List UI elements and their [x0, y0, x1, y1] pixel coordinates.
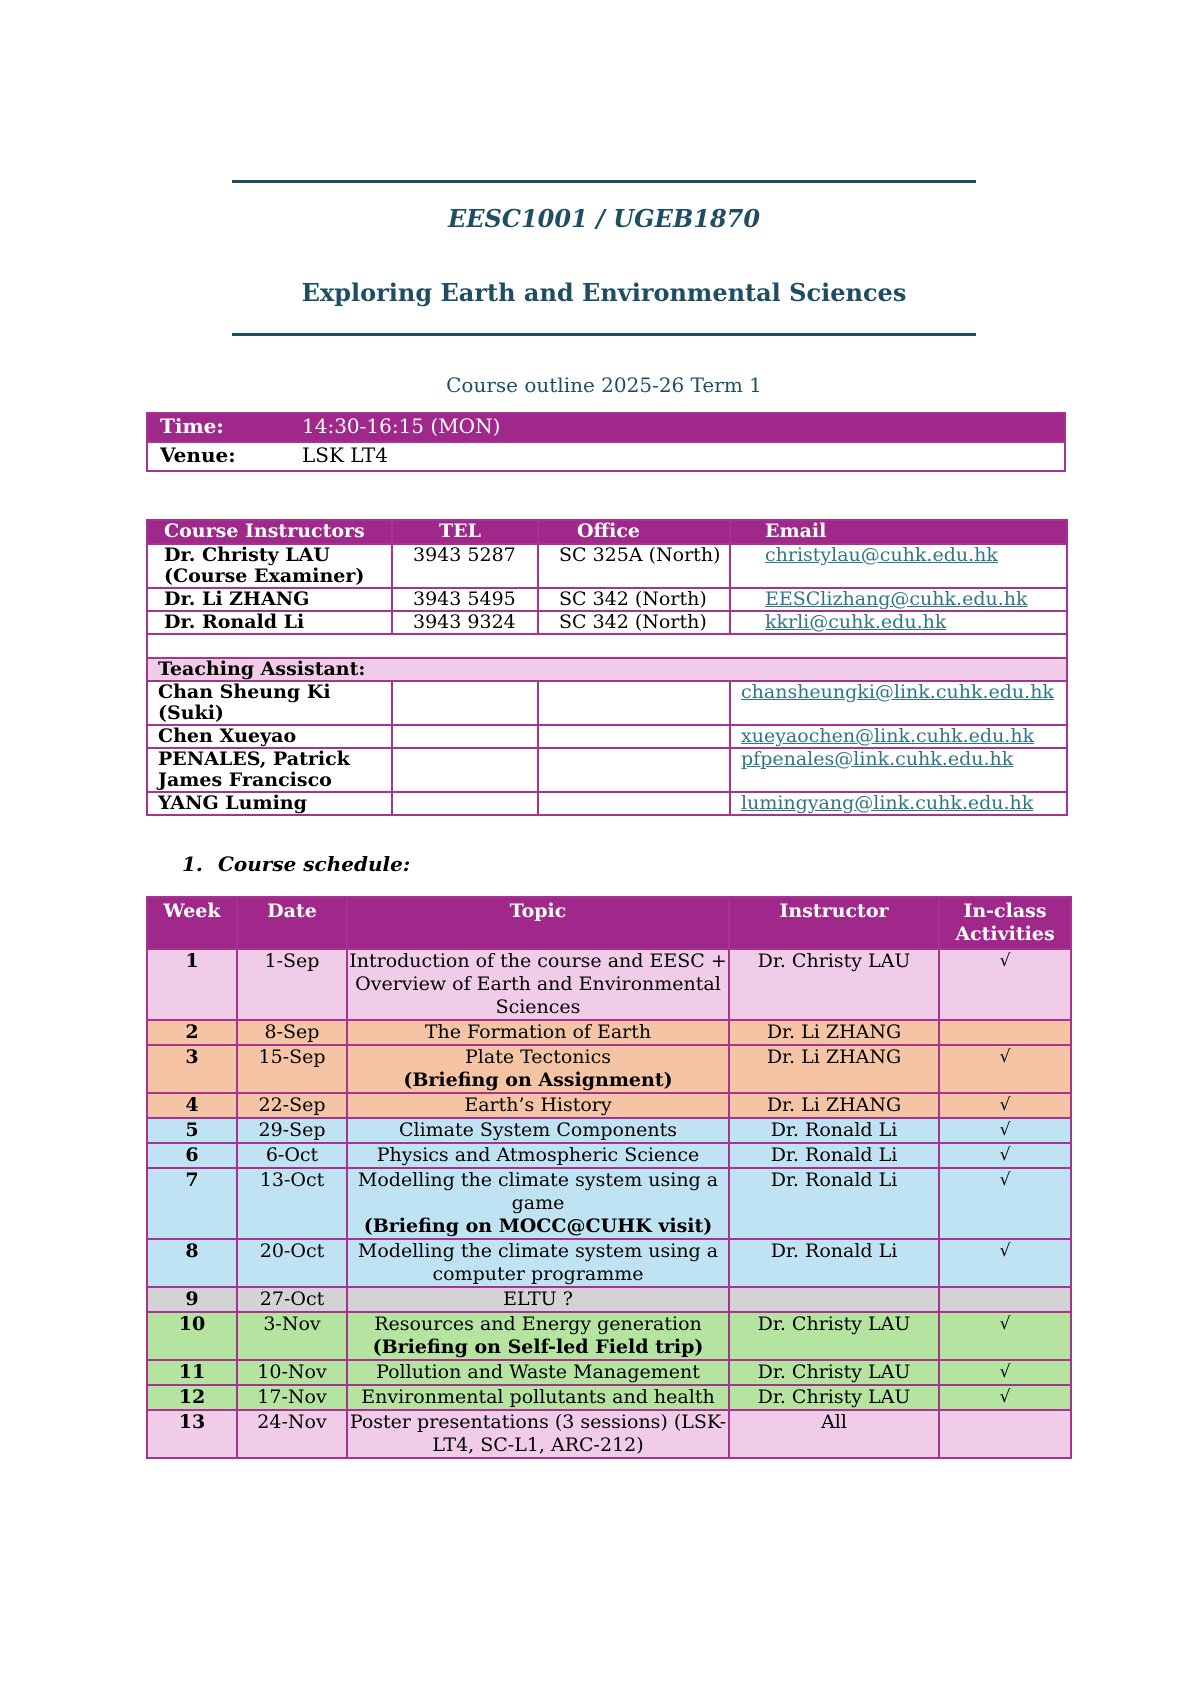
topic-cell: [347, 1045, 729, 1093]
schedule-row: [147, 1385, 1071, 1410]
instructor-cell: Dr. Christy LAU: [729, 1360, 939, 1385]
schedule-row: [147, 949, 1071, 1020]
week-cell: 12: [147, 1385, 237, 1410]
ta-tel: [392, 792, 538, 815]
ta-name-cell: [147, 748, 392, 792]
instructor-cell: Dr. Christy LAU: [729, 1385, 939, 1410]
ta-email-link[interactable]: chansheungki@link.cuhk.edu.hk: [741, 681, 1054, 703]
instructor-name: Dr. Ronald Li: [164, 611, 305, 633]
activity-check: √: [939, 1360, 1071, 1385]
schedule-row: [147, 1312, 1071, 1360]
date-cell: 10-Nov: [237, 1360, 347, 1385]
briefing-text: (Briefing on Self-led Field trip): [372, 1336, 704, 1358]
ta-row: [147, 725, 1067, 748]
schedule-row: [147, 1118, 1071, 1143]
ta-email-link[interactable]: pfpenales@link.cuhk.edu.hk: [741, 748, 1014, 770]
topic-text: Physics and Atmospheric Science: [376, 1144, 700, 1166]
schedule-title: Course schedule:: [218, 852, 411, 876]
instructor-office: SC 342 (North): [538, 588, 730, 611]
instructor-cell: Dr. Li ZHANG: [729, 1045, 939, 1093]
ta-email-cell: [730, 725, 1067, 748]
week-cell: 9: [147, 1287, 237, 1312]
ta-name: Chan Sheung Ki (Suki): [158, 681, 331, 724]
date-cell: 13-Oct: [237, 1168, 347, 1239]
date-cell: 24-Nov: [237, 1410, 347, 1458]
topic-text: Modelling the climate system using a game: [357, 1169, 719, 1214]
activity-check: √: [939, 949, 1071, 1020]
schedule-row: [147, 1239, 1071, 1287]
schedule-row: [147, 1045, 1071, 1093]
topic-text: Climate System Components: [398, 1119, 678, 1141]
schedule-table: [146, 896, 1072, 1459]
activity-check: √: [939, 1093, 1071, 1118]
col-date: Date: [237, 897, 347, 949]
schedule-row: [147, 1020, 1071, 1045]
schedule-header-row: [147, 897, 1071, 949]
date-cell: 17-Nov: [237, 1385, 347, 1410]
col-week: Week: [147, 897, 237, 949]
topic-text: Resources and Energy generation: [374, 1313, 702, 1335]
col-office: Office: [538, 520, 730, 544]
instructor-cell: Dr. Ronald Li: [729, 1239, 939, 1287]
topic-text: ELTU ?: [503, 1288, 573, 1310]
week-cell: 4: [147, 1093, 237, 1118]
instructor-email-cell: [730, 611, 1067, 634]
schedule-row: [147, 1410, 1071, 1458]
date-cell: 8-Sep: [237, 1020, 347, 1045]
topic-text: The Formation of Earth: [424, 1021, 652, 1043]
topic-text: Plate Tectonics: [465, 1046, 611, 1068]
topic-cell: [347, 1118, 729, 1143]
instructor-role: (Course Examiner): [164, 565, 365, 587]
activity-check: √: [939, 1312, 1071, 1360]
week-cell: 3: [147, 1045, 237, 1093]
ta-row: [147, 748, 1067, 792]
instructor-office: SC 325A (North): [538, 544, 730, 588]
time-venue-table: [146, 412, 1066, 472]
col-instructor: Instructor: [729, 897, 939, 949]
topic-text: Pollution and Waste Management: [376, 1361, 700, 1383]
instructor-row: [147, 588, 1067, 611]
ta-name-cell: [147, 792, 392, 815]
week-cell: 2: [147, 1020, 237, 1045]
activity-check: [939, 1287, 1071, 1312]
col-topic: Topic: [347, 897, 729, 949]
activity-check: √: [939, 1385, 1071, 1410]
instructor-email-link[interactable]: EESClizhang@cuhk.edu.hk: [765, 588, 1028, 610]
ta-email-cell: [730, 681, 1067, 725]
course-code: EESC1001 / UGEB1870: [447, 204, 761, 233]
instructor-cell: Dr. Ronald Li: [729, 1143, 939, 1168]
ta-row: [147, 792, 1067, 815]
ta-row: [147, 681, 1067, 725]
ta-name-cell: [147, 681, 392, 725]
instructor-cell: Dr. Li ZHANG: [729, 1020, 939, 1045]
topic-text: Modelling the climate system using a computer programme: [357, 1240, 719, 1285]
week-cell: 13: [147, 1410, 237, 1458]
topic-cell: [347, 1410, 729, 1458]
ta-email-cell: [730, 748, 1067, 792]
date-cell: 22-Sep: [237, 1093, 347, 1118]
instructors-header-row: [147, 520, 1067, 544]
instructor-email-cell: [730, 544, 1067, 588]
top-rule: [232, 180, 976, 183]
instructor-cell: All: [729, 1410, 939, 1458]
instructor-tel: 3943 5287: [392, 544, 538, 588]
briefing-text: (Briefing on Assignment): [403, 1069, 673, 1091]
activity-check: √: [939, 1168, 1071, 1239]
week-cell: 7: [147, 1168, 237, 1239]
schedule-heading: [182, 852, 410, 876]
schedule-row: [147, 1360, 1071, 1385]
instructor-tel: 3943 5495: [392, 588, 538, 611]
topic-cell: [347, 1360, 729, 1385]
topic-cell: [347, 1143, 729, 1168]
venue-value: LSK LT4: [302, 442, 1065, 471]
schedule-row: [147, 1168, 1071, 1239]
instructor-cell: [729, 1287, 939, 1312]
date-cell: 3-Nov: [237, 1312, 347, 1360]
col-tel: TEL: [392, 520, 538, 544]
time-row: [147, 413, 1065, 442]
outline-subtitle: Course outline 2025-26 Term 1: [446, 373, 762, 397]
topic-text: Poster presentations (3 sessions) (LSK-LT4, SC-L1, ARC-212): [349, 1411, 727, 1456]
venue-label: Venue:: [147, 442, 302, 471]
instructor-email-link[interactable]: kkrli@cuhk.edu.hk: [765, 611, 947, 633]
ta-email-link[interactable]: xueyaochen@link.cuhk.edu.hk: [741, 725, 1035, 747]
instructor-email-link[interactable]: christylau@cuhk.edu.hk: [765, 544, 998, 566]
week-cell: 11: [147, 1360, 237, 1385]
week-cell: 1: [147, 949, 237, 1020]
date-cell: 27-Oct: [237, 1287, 347, 1312]
ta-name-cont: James Francisco: [158, 769, 332, 791]
ta-name: Chen Xueyao: [158, 725, 297, 747]
ta-tel: [392, 748, 538, 792]
activity-check: √: [939, 1045, 1071, 1093]
week-cell: 8: [147, 1239, 237, 1287]
instructor-cell: Dr. Ronald Li: [729, 1118, 939, 1143]
briefing-text: (Briefing on MOCC@CUHK visit): [363, 1215, 713, 1237]
activity-check: √: [939, 1239, 1071, 1287]
ta-name: YANG Luming: [158, 792, 307, 814]
topic-cell: [347, 1287, 729, 1312]
ta-name-cell: [147, 725, 392, 748]
ta-email-link[interactable]: lumingyang@link.cuhk.edu.hk: [741, 792, 1034, 814]
ta-office: [538, 748, 730, 792]
date-cell: 20-Oct: [237, 1239, 347, 1287]
ta-tel: [392, 725, 538, 748]
col-instructors: Course Instructors: [147, 520, 392, 544]
instructor-cell: Dr. Ronald Li: [729, 1168, 939, 1239]
ta-office: [538, 792, 730, 815]
topic-cell: [347, 1020, 729, 1045]
ta-name: PENALES, Patrick: [158, 748, 350, 770]
col-email: Email: [730, 520, 1067, 544]
ta-heading: Teaching Assistant:: [147, 658, 1067, 681]
activity-check: √: [939, 1143, 1071, 1168]
schedule-number: 1.: [182, 852, 203, 876]
instructor-office: SC 342 (North): [538, 611, 730, 634]
instructors-table: [146, 519, 1068, 816]
instructor-row: [147, 611, 1067, 634]
activity-check: [939, 1410, 1071, 1458]
date-cell: 1-Sep: [237, 949, 347, 1020]
ta-tel: [392, 681, 538, 725]
time-label: Time:: [147, 413, 302, 442]
instructor-name: Dr. Li ZHANG: [164, 588, 310, 610]
schedule-row: [147, 1093, 1071, 1118]
topic-cell: [347, 1385, 729, 1410]
topic-cell: [347, 1312, 729, 1360]
course-title: Exploring Earth and Environmental Sciences: [301, 278, 907, 307]
topic-cell: [347, 949, 729, 1020]
instructor-name-cell: [147, 611, 392, 634]
week-cell: 5: [147, 1118, 237, 1143]
topic-text: Earth’s History: [464, 1094, 612, 1116]
date-cell: 15-Sep: [237, 1045, 347, 1093]
instructor-name-cell: [147, 588, 392, 611]
topic-text: Introduction of the course and EESC + Overview of Earth and Environmental Sciences: [349, 950, 727, 1018]
week-cell: 10: [147, 1312, 237, 1360]
ta-office: [538, 725, 730, 748]
week-cell: 6: [147, 1143, 237, 1168]
time-value: 14:30-16:15 (MON): [302, 413, 1065, 442]
instructor-row: [147, 544, 1067, 588]
bottom-rule: [232, 333, 976, 336]
topic-text: Environmental pollutants and health: [361, 1386, 715, 1408]
activity-check: [939, 1020, 1071, 1045]
col-activities: In-class Activities: [939, 897, 1071, 949]
instructor-tel: 3943 9324: [392, 611, 538, 634]
date-cell: 29-Sep: [237, 1118, 347, 1143]
date-cell: 6-Oct: [237, 1143, 347, 1168]
instructor-email-cell: [730, 588, 1067, 611]
blank-row: [147, 634, 1067, 658]
ta-office: [538, 681, 730, 725]
instructor-cell: Dr. Li ZHANG: [729, 1093, 939, 1118]
schedule-row: [147, 1143, 1071, 1168]
activity-check: √: [939, 1118, 1071, 1143]
ta-heading-row: [147, 658, 1067, 681]
blank-cell: [147, 634, 1067, 658]
venue-row: [147, 442, 1065, 471]
ta-email-cell: [730, 792, 1067, 815]
topic-cell: [347, 1093, 729, 1118]
instructor-name: Dr. Christy LAU: [164, 544, 330, 566]
topic-cell: [347, 1168, 729, 1239]
instructor-cell: Dr. Christy LAU: [729, 949, 939, 1020]
instructor-name-cell: [147, 544, 392, 588]
instructor-cell: Dr. Christy LAU: [729, 1312, 939, 1360]
topic-cell: [347, 1239, 729, 1287]
schedule-row: [147, 1287, 1071, 1312]
